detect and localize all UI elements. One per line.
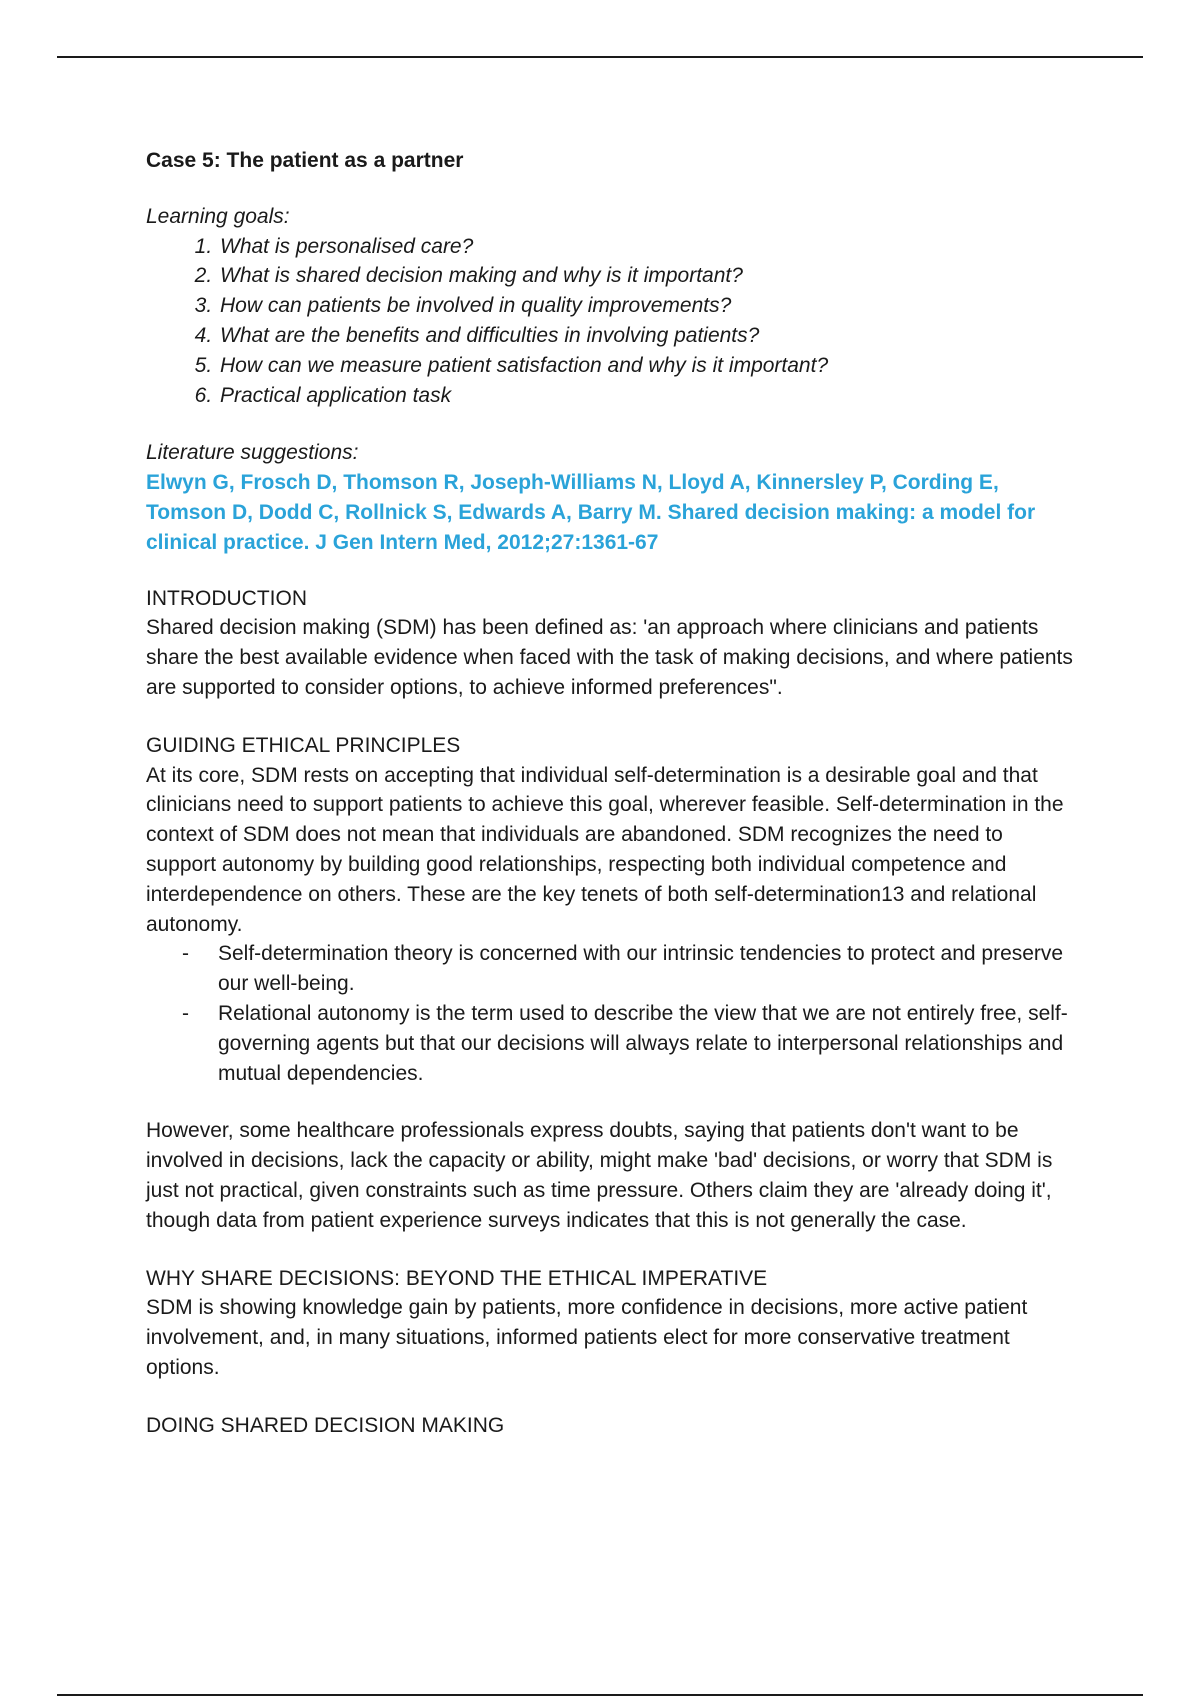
introduction-heading: INTRODUCTION — [146, 586, 307, 610]
learning-goal-item: 2. What is shared decision making and why is it important? — [218, 261, 1076, 291]
learning-goal-item: 3. How can patients be involved in quality improvements? — [218, 291, 1076, 321]
learning-goal-item: 4. What are the benefits and difficulties in involving patients? — [218, 321, 1076, 351]
top-rule — [57, 56, 1143, 58]
ethics-bullet-text: Relational autonomy is the term used to describe the view that we are not entirely free, self-governing agents but that our decisions will always relate to interpersonal relationships and mutual dependencies. — [218, 1001, 1068, 1085]
ethics-bullet-list — [146, 939, 1076, 1088]
learning-goals-list — [146, 232, 1076, 411]
learning-goal-item: 5. How can we measure patient satisfaction and why is it important? — [218, 351, 1076, 381]
why-heading: WHY SHARE DECISIONS: BEYOND THE ETHICAL IMPERATIVE — [146, 1266, 768, 1290]
ethics-text: At its core, SDM rests on accepting that individual self-determination is a desirable goal and that clinicians need to support patients to achieve this goal, wherever feasible. Self-determination in the context of SDM does not mean that individuals are abandoned. SDM recognizes the need to support autonomy by building good relationships, respecting both individual competence and interdependence on others. These are the key tenets of both self-determination13 and relational autonomy. — [146, 763, 1064, 936]
introduction-text: Shared decision making (SDM) has been defined as: 'an approach where clinicians and patients share the best available evidence when faced with the task of making decisions, and where patients are supported to consider options, to achieve informed preferences". — [146, 616, 1073, 699]
why-text: SDM is showing knowledge gain by patients, more confidence in decisions, more active patient involvement, and, in many situations, informed patients elect for more conservative treatment options. — [146, 1296, 1028, 1379]
doubts-text: However, some healthcare professionals express doubts, saying that patients don't want to be involved in decisions, lack the capacity or ability, might make 'bad' decisions, or worry that SDM is just not practical, given constraints such as time pressure. Others claim they are 'already doing it', though data from patient experience surveys indicates that this is not generally the case. — [146, 1119, 1053, 1232]
ethics-bullet-item — [182, 999, 1076, 1088]
ethics-bullet-text: Self-determination theory is concerned with our intrinsic tendencies to protect and preserve our well-being. — [218, 942, 1064, 996]
learning-goal-item: 1. What is personalised care? — [218, 232, 1076, 262]
page-title: Case 5: The patient as a partner — [146, 149, 464, 172]
document-body — [146, 146, 1076, 1440]
learning-goal-item: 6. Practical application task — [218, 381, 1076, 411]
learning-goals-label: Learning goals: — [146, 204, 290, 228]
bottom-rule — [57, 1694, 1143, 1696]
ethics-heading: GUIDING ETHICAL PRINCIPLES — [146, 733, 461, 757]
ethics-bullet-item — [182, 939, 1076, 999]
bullet-dash: - — [182, 1001, 189, 1025]
doing-heading: DOING SHARED DECISION MAKING — [146, 1413, 505, 1437]
literature-label: Literature suggestions: — [146, 441, 359, 465]
bullet-dash: - — [182, 942, 189, 966]
literature-reference-link[interactable]: Elwyn G, Frosch D, Thomson R, Joseph-Williams N, Lloyd A, Kinnersley P, Cording E, Tomson D, Dodd C, Rollnick S, Edwards A, Barry M. Shared decision making: a model for clinical practice. J Gen Intern Med, 2012;27:1361-67 — [146, 471, 1036, 554]
